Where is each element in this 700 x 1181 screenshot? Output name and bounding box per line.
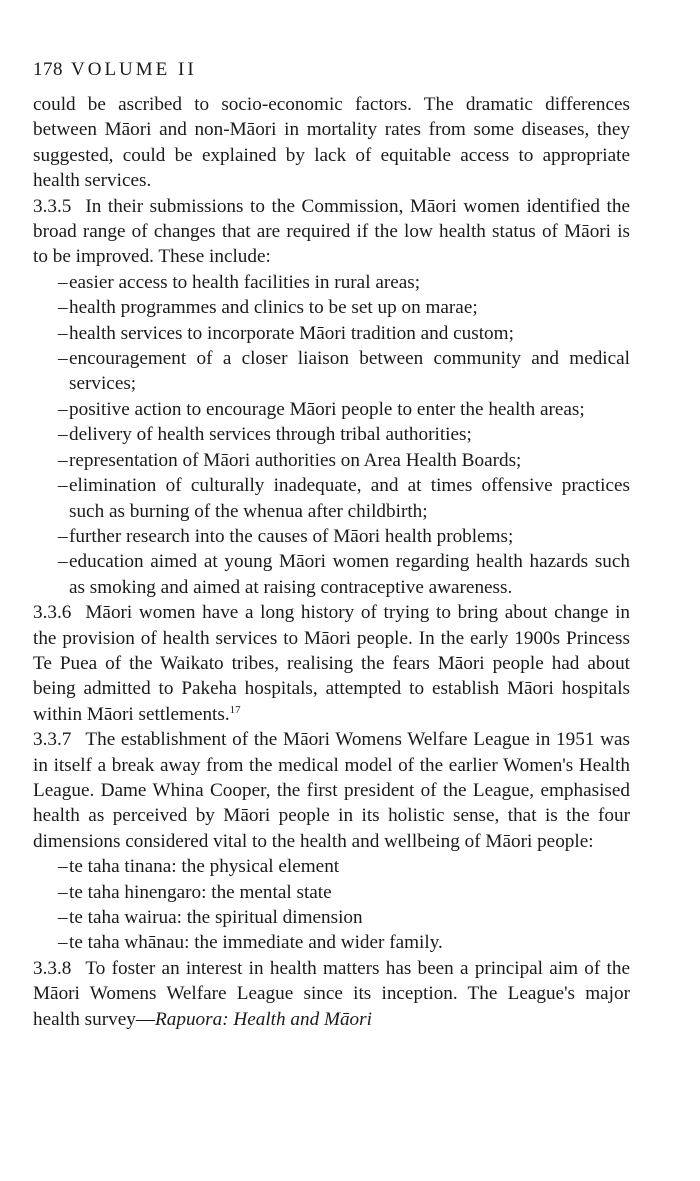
list-item: – te taha wairua: the spiritual dimension (33, 905, 630, 930)
paragraph-3-3-8 (33, 956, 630, 1032)
list-item: – encouragement of a closer liaison between community and medical services; (33, 346, 630, 397)
list-item: – health services to incorporate Māori tradition and custom; (33, 321, 630, 346)
paragraph-3-3-6 (33, 600, 630, 727)
dimensions-list (33, 854, 630, 956)
list-item: – positive action to encourage Māori people to enter the health areas; (33, 397, 630, 422)
list-item: – delivery of health services through tribal authorities; (33, 422, 630, 447)
paragraph-3-3-7 (33, 727, 630, 854)
section-number: 3.3.5 (33, 195, 72, 217)
running-header (33, 57, 197, 82)
paragraph-text: The establishment of the Māori Womens Welfare League in 1951 was in itself a break away from the medical model of the earlier Women's Health League. Dame Whina Cooper, the first president of the League, emphasised health as perceived by Māori people in its holistic sense, that is the four dimensions considered vital to the health and wellbeing of Māori people: (33, 729, 630, 852)
list-item: – te taha tinana: the physical element (33, 854, 630, 879)
list-item: – health programmes and clinics to be set up on marae; (33, 295, 630, 320)
intro-paragraph: could be ascribed to socio-economic factors. The dramatic differences between Māori and non-Māori in mortality rates from some diseases, they suggested, could be explained by lack of equitable access to appropriate health services. (33, 94, 630, 192)
list-item: – education aimed at young Māori women regarding health hazards such as smoking and aimed at raising contraceptive awareness. (33, 549, 630, 600)
list-item: – elimination of culturally inadequate, and at times offensive practices such as burning of the whenua after childbirth; (33, 473, 630, 524)
list-item: – easier access to health facilities in rural areas; (33, 270, 630, 295)
paragraph-text: To foster an interest in health matters has been a principal aim of the Māori Womens Welfare League since its inception. The League's major health survey— (33, 957, 630, 1030)
survey-title: Rapuora: Health and Māori (155, 1008, 372, 1030)
section-number: 3.3.6 (33, 602, 72, 624)
paragraph-text: In their submissions to the Commission, Māori women identified the broad range of changes that are required if the low health status of Māori is to be improved. These include: (33, 195, 630, 268)
paragraph-text: Māori women have a long history of trying to bring about change in the provision of health services to Māori people. In the early 1900s Princess Te Puea of the Waikato tribes, realising the fears Māori people had about being admitted to Pakeha hospitals, attempted to establish Māori hospitals within Māori settlements. (33, 602, 630, 725)
footnote-marker[interactable]: 17 (229, 703, 241, 716)
list-item: – te taha hinengaro: the mental state (33, 880, 630, 905)
paragraph-3-3-5 (33, 194, 630, 270)
section-number: 3.3.8 (33, 957, 72, 979)
changes-list (33, 270, 630, 600)
body-text (33, 92, 630, 1032)
list-item: – further research into the causes of Māori health problems; (33, 524, 630, 549)
page-number: 178 (33, 59, 63, 80)
section-number: 3.3.7 (33, 729, 72, 751)
list-item: – representation of Māori authorities on Area Health Boards; (33, 448, 630, 473)
volume-label: VOLUME II (71, 59, 197, 80)
list-item: – te taha whānau: the immediate and wider family. (33, 930, 630, 955)
